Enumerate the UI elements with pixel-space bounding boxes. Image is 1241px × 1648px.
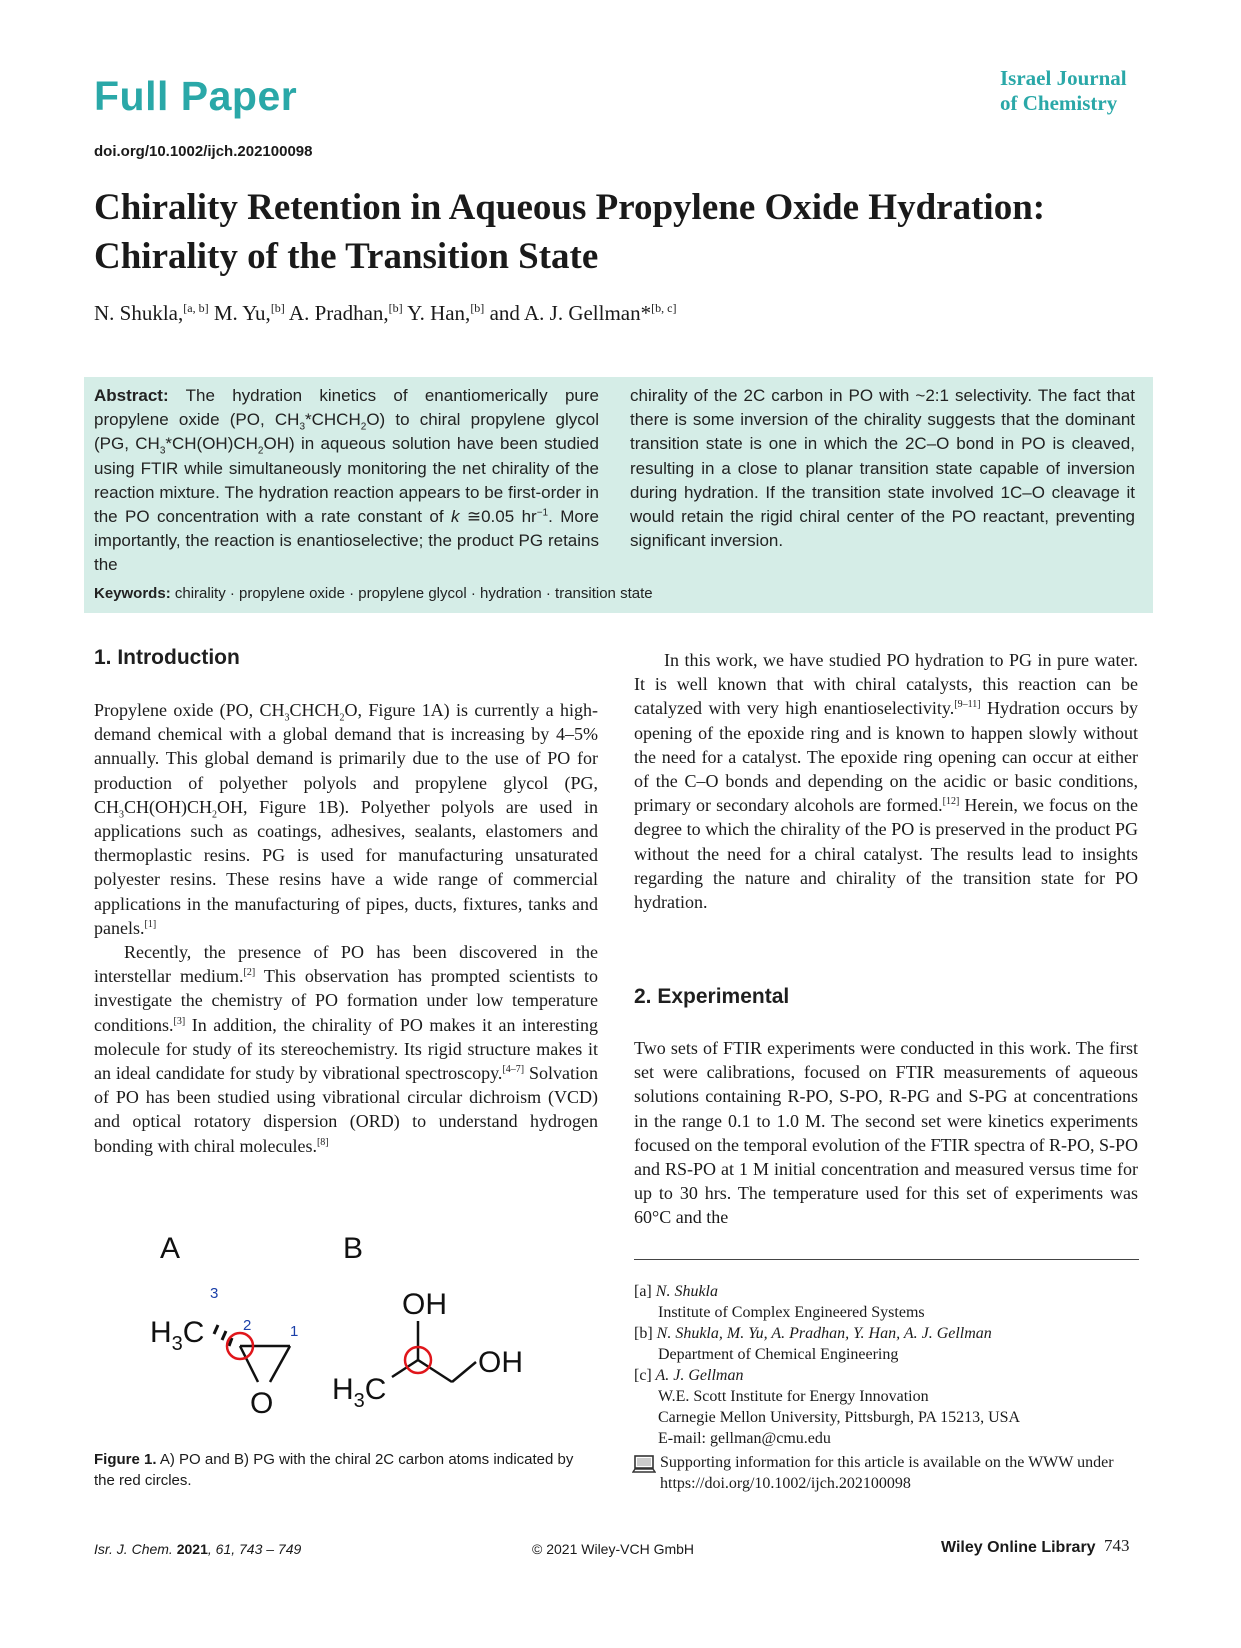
citation-ref[interactable]: [8] — [316, 1136, 329, 1148]
computer-icon — [632, 1454, 656, 1476]
author: Y. Han, — [402, 301, 471, 325]
panel-label-a: A — [160, 1232, 181, 1265]
subscript: 2 — [212, 809, 218, 821]
affiliation-a — [634, 1281, 1144, 1302]
footer-volume: , 61, 743 – 749 — [207, 1541, 302, 1557]
affiliation-institution: W.E. Scott Institute for Energy Innovation — [658, 1388, 929, 1405]
wedge-hash — [214, 1325, 218, 1334]
superscript: −1 — [536, 507, 549, 519]
abstract-label: Abstract: — [94, 386, 169, 405]
abstract-text: ≅0.05 hr — [459, 507, 537, 527]
citation-ref[interactable]: [9–11] — [954, 699, 981, 711]
abstract-text: *CHCH — [305, 410, 361, 430]
footer-journal: Isr. J. Chem. — [94, 1541, 177, 1557]
rate-constant-symbol: k — [450, 507, 460, 527]
footer-year: 2021 — [176, 1541, 208, 1557]
atom-label-o: O — [250, 1387, 274, 1420]
atom-number-1: 1 — [290, 1323, 299, 1340]
atom-number-3: 3 — [210, 1285, 219, 1302]
body-text: Herein, we focus on the degree to which the chirality of the PO is preserved in the product PG without the need for a chiral catalyst. The results lead to insights regarding the nature and chirality of the transition state for PO hydration. — [634, 795, 1138, 913]
author: and A. J. Gellman* — [484, 301, 652, 325]
body-text: Propylene oxide (PO, CH — [94, 700, 285, 720]
author-affil-mark: [b] — [470, 301, 485, 315]
body-text: OH, Figure 1B). Polyether polyols are used in applications such as coatings, adhesives, sealants, elastomers and thermoplastic resins. PG is used for manufacturing unsaturated polyester resins. These resins have a wide range of commercial applications in the manufacturing of pipes, ducts, fixtures, tanks and panels. — [94, 796, 598, 938]
affiliation-c — [634, 1365, 1144, 1386]
journal-name — [1000, 66, 1127, 116]
affiliation-b — [634, 1323, 1144, 1344]
page-number: 743 — [1104, 1536, 1130, 1555]
atom-number-2: 2 — [243, 1317, 252, 1334]
author-affil-mark: [a, b] — [183, 301, 209, 315]
abstract-text: OH) in aqueous solution have been studied using FTIR while simultaneously monitoring the net chirality of the reaction mixture. The hydration reaction appears to be first-order in the PO concentration with a rate constant of — [94, 434, 599, 527]
keywords-text: chirality · propylene oxide · propylene glycol · hydration · transition state — [170, 585, 653, 602]
citation-ref[interactable]: [3] — [173, 1015, 186, 1027]
propylene-oxide-structure — [150, 1285, 298, 1420]
subscript: 3 — [284, 712, 290, 724]
article-title-line2: Chirality of the Transition State — [94, 236, 599, 277]
affiliations — [634, 1281, 1144, 1449]
propylene-glycol-structure — [332, 1288, 523, 1412]
bond — [452, 1362, 476, 1382]
subscript: 2 — [257, 445, 264, 457]
affiliation-tag: [a] — [634, 1283, 652, 1300]
journal-name-line2: of Chemistry — [1000, 91, 1118, 115]
body-text: O, Figure 1A) is currently a high-demand chemical with a global demand that is increasing by 4–5% annually. This global demand is primarily due to the use of PO for production of polyether polyols and propylene glycol (PG, CH — [94, 700, 598, 817]
supporting-info-note: Supporting information for this article is available on the WWW under https://doi.org/10.1002/ijch.202100098 — [660, 1454, 1114, 1492]
citation-ref[interactable]: [1] — [144, 918, 157, 930]
body-text: CHCH — [289, 700, 340, 720]
keywords-label: Keywords: — [94, 585, 171, 602]
experimental-paragraph-1: Two sets of FTIR experiments were conducted in this work. The first set were calibrations, focused on FTIR measurements of aqueous solutions containing R-PO, S-PO, R-PG and S-PG at concentrations in the range 0.1 to 1.0 M. The second set were kinetics experiments focused on the temporal evolution of the FTIR spectra of R-PO, S-PO and RS-PO at 1 M initial concentration and measured versus time for up to 30 hrs. The temperature used for this set of experiments was 60°C and the — [634, 1038, 1138, 1228]
atom-label-h3c: $H_3C$ — [332, 1373, 387, 1412]
figure-1-caption — [94, 1449, 598, 1491]
footnote-divider — [634, 1259, 1139, 1260]
intro-paragraph-2 — [94, 940, 598, 1158]
citation-ref[interactable]: [2] — [243, 967, 256, 979]
citation-ref[interactable]: [12] — [942, 796, 960, 808]
affiliation-tag: [b] — [634, 1325, 653, 1342]
affiliation-address: Carnegie Mellon University, Pittsburgh, PA 15213, USA — [658, 1409, 1021, 1426]
author-affil-mark: [b, c] — [651, 301, 677, 315]
citation-ref[interactable]: [4–7] — [502, 1064, 525, 1076]
caption-label: Figure 1. — [94, 1451, 157, 1468]
figure-1-structures — [140, 1222, 560, 1432]
subscript: 2 — [339, 712, 345, 724]
subscript: 3 — [299, 421, 306, 433]
subscript: 2 — [360, 421, 367, 433]
subscript: 3 — [159, 445, 166, 457]
abstract-text: O) to chiral propylene glycol (PG, CH — [94, 410, 599, 454]
affiliation-authors: N. Shukla — [651, 1283, 718, 1300]
wedge-hash — [222, 1331, 226, 1340]
body-text: In this work, we have studied PO hydration to PG in pure water. It is well known that with chiral catalysts, this reaction can be catalyzed with very high enantioselectivity. — [634, 650, 1138, 719]
bond — [270, 1346, 290, 1382]
introduction-heading: 1. Introduction — [94, 646, 240, 669]
abstract-text: . More importantly, the reaction is enantioselective; the product PG retains the — [94, 507, 599, 575]
doi-link[interactable]: doi.org/10.1002/ijch.202100098 — [94, 143, 313, 160]
bond — [240, 1346, 258, 1382]
abstract-text: *CH(OH)CH — [165, 434, 258, 454]
affiliation-tag: [c] — [634, 1367, 652, 1384]
body-text: Solvation of PO has been studied using vibrational circular dichroism (VCD) and optical rotatory dispersion (ORD) to understand hydrogen bonding with chiral molecules. — [94, 1063, 599, 1156]
author-affil-mark: [b] — [388, 301, 403, 315]
abstract-column-2: chirality of the 2C carbon in PO with ~2:1 selectivity. The fact that there is some inversion of the chirality suggests that the dominant transition state is one in which the 2C–O bond in PO is cleaved, resulting in a close to planar transition state capable of inversion during hydration. If the transition state involved 1C–O cleavage it would retain the rigid chiral center of the PO reactant, preventing significant inversion. — [630, 386, 1135, 551]
experimental-heading: 2. Experimental — [634, 985, 790, 1008]
section-type-label: Full Paper — [94, 73, 298, 119]
footer-library[interactable]: Wiley Online Library — [941, 1539, 1096, 1556]
affiliation-institution: Department of Chemical Engineering — [658, 1346, 899, 1363]
subscript: 3 — [119, 809, 125, 821]
affiliation-authors: N. Shukla, M. Yu, A. Pradhan, Y. Han, A. J. Gellman — [652, 1325, 992, 1342]
article-title — [94, 183, 1154, 281]
footer-citation — [94, 1541, 301, 1557]
atom-label-oh: OH — [402, 1288, 447, 1321]
author-list — [94, 301, 676, 326]
body-text: Hydration occurs by opening of the epoxide ring and is known to happen slowly without the need for a catalyst. The epoxide ring opening can occur at either of the C–O bonds and depending on the acidic or basic conditions, primary or secondary alcohols are formed. — [634, 698, 1138, 816]
footer-copyright: © 2021 Wiley-VCH GmbH — [532, 1541, 695, 1557]
journal-name-line1: Israel Journal — [1000, 66, 1127, 90]
author-affil-mark: [b] — [270, 301, 285, 315]
abstract-text: The hydration kinetics of enantiomerically pure propylene oxide (PO, CH — [94, 386, 599, 430]
intro-paragraph-3 — [634, 648, 1138, 914]
atom-label-h3c: $H_3C$ — [150, 1316, 205, 1355]
affiliation-institution: Institute of Complex Engineered Systems — [658, 1304, 925, 1321]
author: A. Pradhan, — [284, 301, 389, 325]
panel-label-b: B — [343, 1232, 364, 1265]
corresponding-email[interactable]: E-mail: gellman@cmu.edu — [658, 1430, 831, 1447]
author: M. Yu, — [208, 301, 271, 325]
keywords — [94, 585, 653, 602]
affiliation-authors: A. J. Gellman — [651, 1367, 744, 1384]
abstract-column-1 — [94, 384, 599, 578]
body-text: Recently, the presence of PO has been discovered in the interstellar medium. — [94, 942, 598, 987]
body-text: This observation has prompted scientists to investigate the chemistry of PO formation under low temperature conditions. — [94, 966, 598, 1035]
article-title-line1: Chirality Retention in Aqueous Propylene Oxide Hydration: — [94, 187, 1046, 228]
atom-label-oh: OH — [478, 1346, 523, 1379]
body-text: In addition, the chirality of PO makes it an interesting molecule for study of its stereochemistry. Its rigid structure makes it an ideal candidate for study by vibrational spectroscopy. — [94, 1014, 598, 1084]
caption-text: A) PO and B) PG with the chiral 2C carbon atoms indicated by the red circles. — [94, 1451, 574, 1489]
intro-paragraph-1 — [94, 698, 598, 940]
body-text: CH(OH)CH — [124, 796, 213, 817]
author: N. Shukla, — [94, 301, 184, 325]
